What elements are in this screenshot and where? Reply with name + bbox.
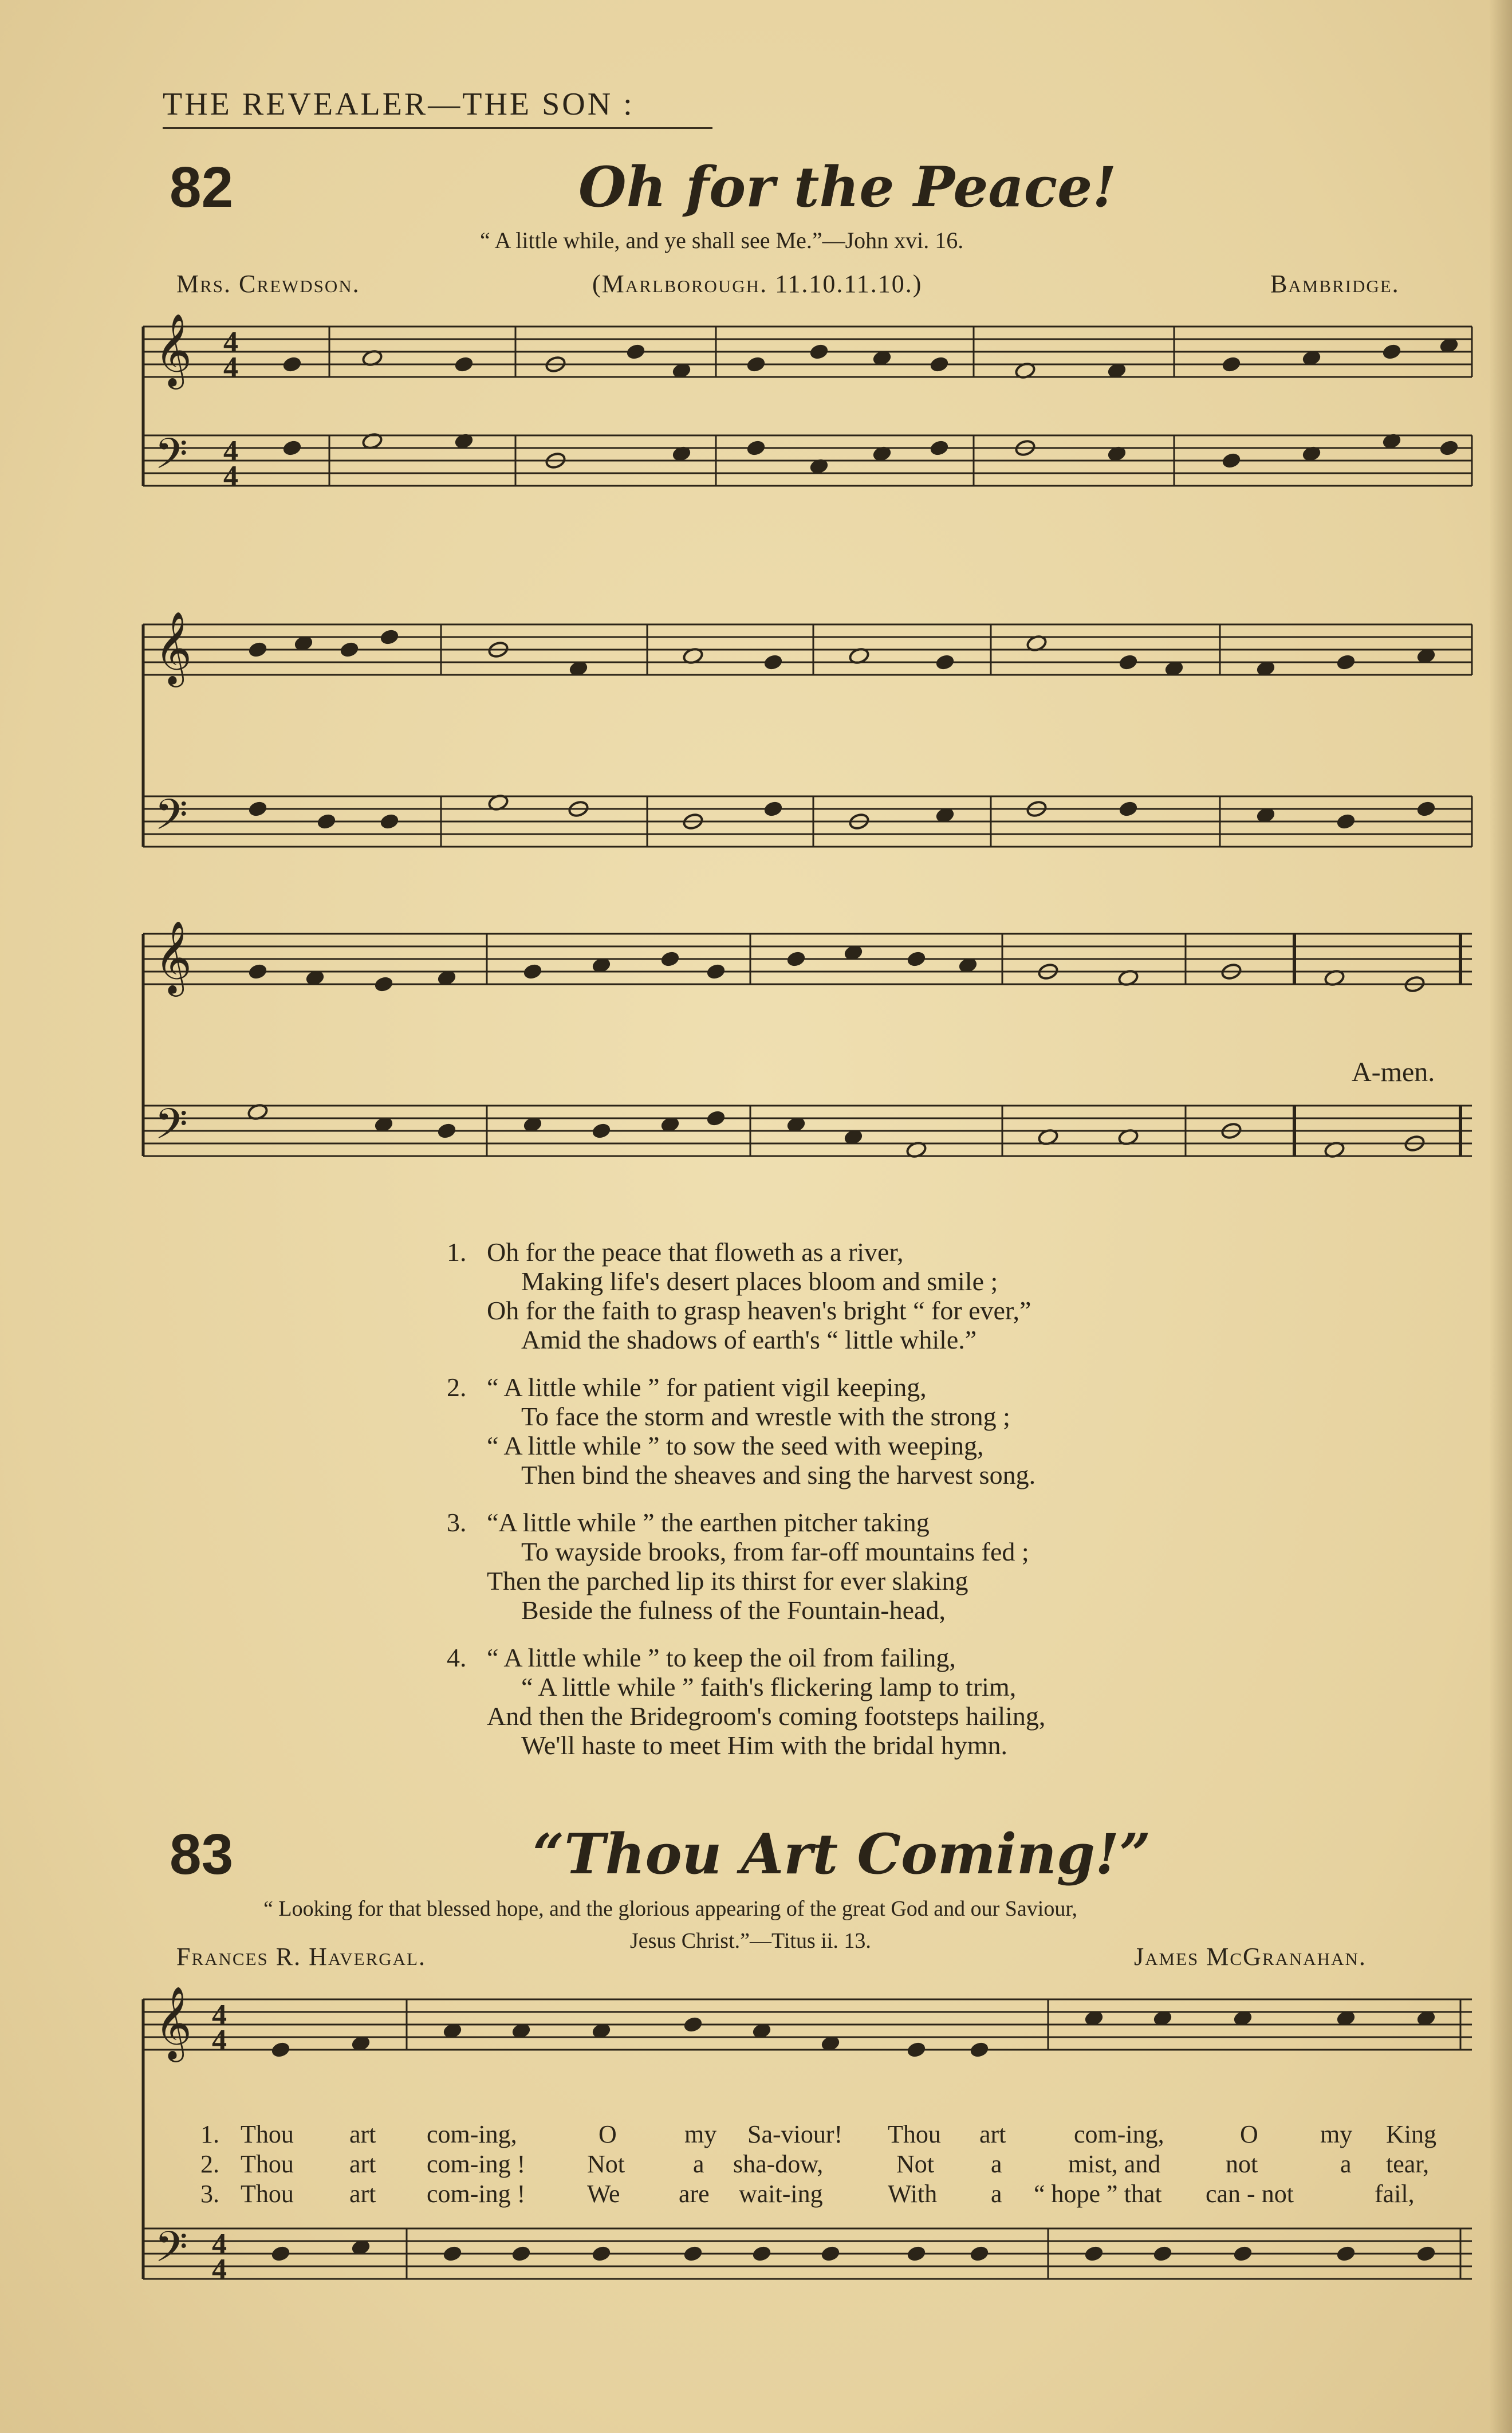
lyric-verse-number: 1. bbox=[200, 2120, 219, 2148]
hymn-82-author: Mrs. Crewdson. bbox=[176, 270, 360, 298]
lyric-syllable: Thou bbox=[241, 2150, 294, 2178]
running-head: THE REVEALER—THE SON : bbox=[163, 87, 635, 122]
lyric-syllable: com-ing, bbox=[1074, 2120, 1164, 2148]
lyric-syllable: O bbox=[1240, 2120, 1258, 2148]
verse-4 bbox=[447, 1643, 1306, 1760]
lyric-syllable: fail, bbox=[1375, 2180, 1415, 2208]
verse-number: 3. bbox=[447, 1508, 467, 1537]
lyric-syllable: tear, bbox=[1386, 2150, 1430, 2178]
verse-line: Beside the fulness of the Fountain-head, bbox=[521, 1595, 946, 1625]
verse-line: Oh for the peace that floweth as a river, bbox=[487, 1237, 904, 1267]
lyric-syllable: art bbox=[349, 2120, 376, 2148]
svg-text:4: 4 bbox=[223, 351, 238, 384]
verse-line: Amid the shadows of earth's “ little while.” bbox=[521, 1325, 977, 1354]
lyric-syllable: Thou bbox=[241, 2180, 294, 2208]
lyric-verse-number: 2. bbox=[200, 2150, 219, 2178]
verse-line: To face the storm and wrestle with the strong ; bbox=[521, 1402, 1010, 1431]
verse-number: 4. bbox=[447, 1643, 467, 1672]
svg-text:4: 4 bbox=[223, 326, 238, 359]
svg-text:4: 4 bbox=[212, 2024, 227, 2057]
lyric-syllable: a bbox=[1340, 2150, 1352, 2178]
verse-number: 1. bbox=[447, 1237, 467, 1267]
lyric-syllable: We bbox=[587, 2180, 620, 2208]
lyric-syllable: com-ing ! bbox=[427, 2180, 526, 2208]
lyric-syllable: are bbox=[679, 2180, 710, 2208]
verse-line: And then the Bridegroom's coming footsteps hailing, bbox=[487, 1701, 1046, 1731]
lyric-syllable: my bbox=[1320, 2120, 1353, 2148]
hymn-82-epigraph: “ A little while, and ye shall see Me.”—John xvi. 16. bbox=[480, 227, 964, 253]
lyric-syllable: O bbox=[598, 2120, 617, 2148]
lyric-syllable: With bbox=[888, 2180, 938, 2208]
verse-line: Making life's desert places bloom and smile ; bbox=[521, 1267, 998, 1296]
verse-line: To wayside brooks, from far-off mountains fed ; bbox=[521, 1537, 1029, 1566]
lyric-syllable: com-ing ! bbox=[427, 2150, 526, 2178]
system-2 bbox=[143, 611, 1472, 850]
verse-line: Then bind the sheaves and sing the harvest song. bbox=[521, 1460, 1036, 1489]
lyric-syllable: my bbox=[684, 2120, 717, 2148]
lyric-syllable: Thou bbox=[241, 2120, 294, 2148]
verse-line: Oh for the faith to grasp heaven's bright “ for ever,” bbox=[487, 1296, 1031, 1325]
hymn-82-composer: Bambridge. bbox=[1270, 270, 1400, 298]
svg-text:𝄞: 𝄞 bbox=[155, 920, 192, 993]
hymn-83-author: Frances R. Havergal. bbox=[176, 1943, 426, 1971]
system-3 bbox=[143, 920, 1472, 1159]
hymn-82-number: 82 bbox=[170, 155, 234, 219]
svg-text:4: 4 bbox=[212, 2228, 227, 2261]
lyric-verse-number: 3. bbox=[200, 2180, 219, 2208]
lyric-row-2 bbox=[0, 2149, 1512, 2179]
verse-2 bbox=[447, 1373, 1306, 1489]
svg-text:4: 4 bbox=[212, 1999, 227, 2031]
lyric-syllable: sha-dow, bbox=[733, 2150, 824, 2178]
lyric-syllable: “ hope ” that bbox=[1034, 2180, 1162, 2208]
verse-line: We'll haste to meet Him with the bridal hymn. bbox=[521, 1731, 1008, 1760]
hymn-82-title: Oh for the Peace! bbox=[578, 155, 1117, 219]
verse-line: Then the parched lip its thirst for ever slaking bbox=[487, 1566, 968, 1595]
lyric-syllable: art bbox=[349, 2150, 376, 2178]
hymn-82-amen: A-men. bbox=[1352, 1057, 1435, 1087]
hymn-83-title: “Thou Art Coming!” bbox=[533, 1822, 1151, 1886]
verse-line: “A little while ” the earthen pitcher taking bbox=[487, 1508, 930, 1537]
lyric-syllable: not bbox=[1226, 2150, 1258, 2178]
svg-text:𝄞: 𝄞 bbox=[155, 611, 192, 684]
svg-text:4: 4 bbox=[223, 435, 238, 467]
lyric-syllable: art bbox=[349, 2180, 376, 2208]
verse-1 bbox=[447, 1237, 1306, 1354]
hymn-83-composer: James McGranahan. bbox=[1134, 1943, 1367, 1971]
hymn-82-tune: (Marlborough. 11.10.11.10.) bbox=[592, 270, 923, 298]
svg-text:𝄞: 𝄞 bbox=[155, 313, 192, 386]
svg-text:𝄢: 𝄢 bbox=[155, 2222, 188, 2282]
lyric-syllable: a bbox=[991, 2150, 1002, 2178]
hymn-83-number: 83 bbox=[170, 1822, 234, 1886]
verse-line: “ A little while ” faith's flickering lamp to trim, bbox=[521, 1672, 1017, 1701]
page-edge-shadow bbox=[1489, 0, 1512, 2433]
svg-text:𝄞: 𝄞 bbox=[155, 1986, 192, 2059]
lyric-syllable: a bbox=[693, 2150, 704, 2178]
svg-text:𝄢: 𝄢 bbox=[155, 790, 188, 850]
lyric-syllable: King bbox=[1386, 2120, 1436, 2148]
hymn-83-epigraph-line1: “ Looking for that blessed hope, and the glorious appearing of the great God and our Saviour, bbox=[263, 1897, 1077, 1921]
lyric-syllable: Not bbox=[587, 2150, 625, 2178]
verse-line: “ A little while ” to sow the seed with weeping, bbox=[487, 1431, 984, 1460]
svg-text:𝄢: 𝄢 bbox=[155, 1099, 188, 1159]
svg-text:4: 4 bbox=[212, 2253, 227, 2286]
hymn-82-verses bbox=[447, 1237, 1306, 1778]
lyric-syllable: art bbox=[979, 2120, 1006, 2148]
lyric-syllable: com-ing, bbox=[427, 2120, 517, 2148]
lyric-syllable: can - not bbox=[1206, 2180, 1294, 2208]
lyric-row-3 bbox=[0, 2179, 1512, 2209]
verse-number: 2. bbox=[447, 1373, 467, 1402]
svg-text:4: 4 bbox=[223, 460, 238, 493]
hymn-83-epigraph-line2: Jesus Christ.”—Titus ii. 13. bbox=[630, 1929, 871, 1953]
lyric-syllable: Sa-viour! bbox=[747, 2120, 843, 2148]
lyric-row-1 bbox=[0, 2120, 1512, 2149]
system-1 bbox=[143, 313, 1472, 493]
lyric-syllable: mist, and bbox=[1068, 2150, 1161, 2178]
lyric-syllable: wait-ing bbox=[739, 2180, 823, 2208]
lyric-syllable: Not bbox=[896, 2150, 934, 2178]
lyric-syllable: Thou bbox=[888, 2120, 941, 2148]
svg-text:𝄢: 𝄢 bbox=[155, 429, 188, 489]
verse-3 bbox=[447, 1508, 1306, 1625]
lyric-syllable: a bbox=[991, 2180, 1002, 2208]
verse-line: “ A little while ” to keep the oil from failing, bbox=[487, 1643, 956, 1672]
verse-line: “ A little while ” for patient vigil keeping, bbox=[487, 1373, 927, 1402]
